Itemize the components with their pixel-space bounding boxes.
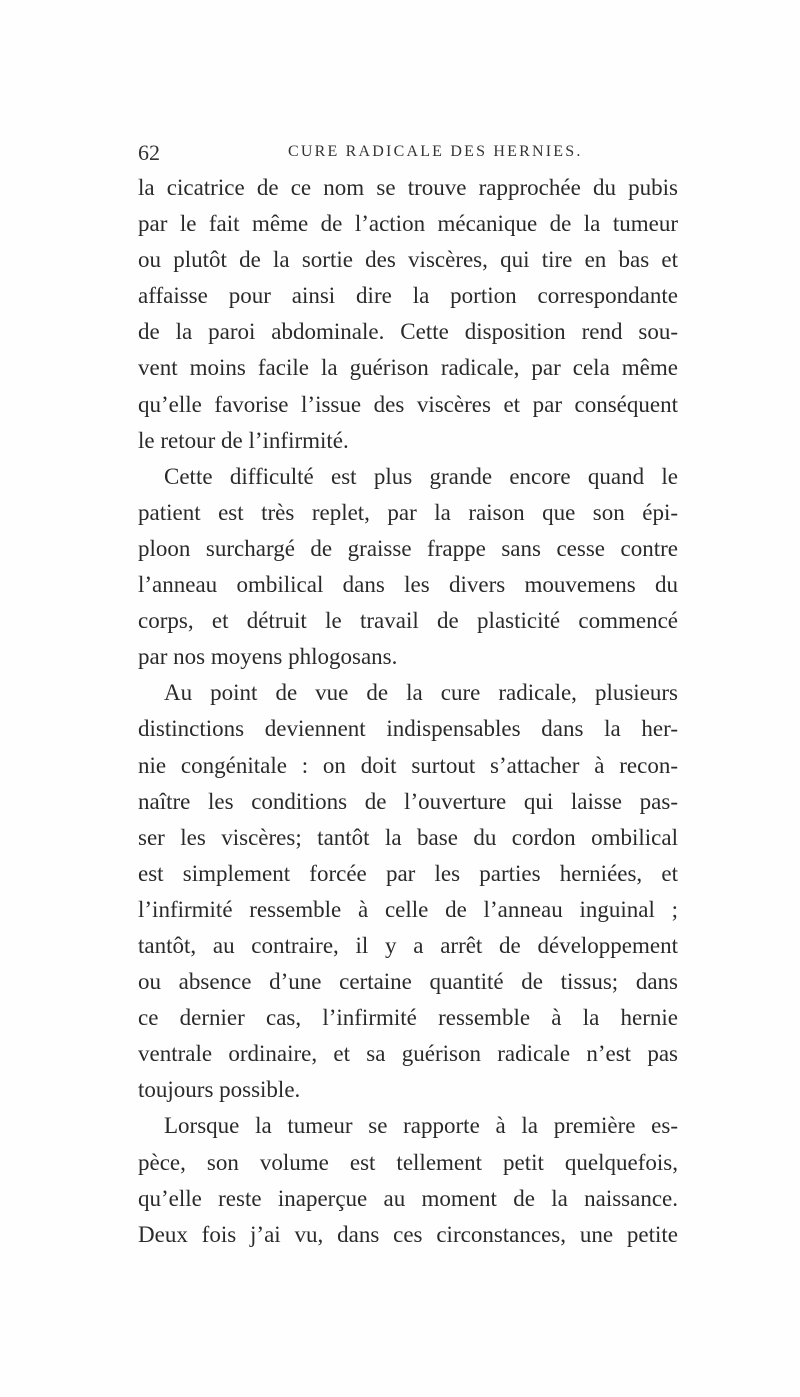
text-line: par nos moyens phlogosans. bbox=[138, 644, 398, 670]
text-line: le retour de l’infirmité. bbox=[138, 427, 349, 453]
text-line: l’infirmité ressemble à celle de l’anneau inguinal ; bbox=[138, 896, 678, 922]
text-line: l’anneau ombilical dans les divers mouvemens du bbox=[138, 572, 678, 598]
text-line: affaisse pour ainsi dire la portion correspondante bbox=[138, 283, 678, 309]
text-line: tantôt, au contraire, il y a arrêt de développement bbox=[138, 932, 678, 958]
text-line: qu’elle reste inaperçue au moment de la naissance. bbox=[138, 1185, 678, 1211]
text-line: vent moins facile la guérison radicale, par cela même bbox=[138, 355, 678, 381]
text-line: ventrale ordinaire, et sa guérison radicale n’est pas bbox=[138, 1041, 678, 1067]
page-header bbox=[138, 140, 678, 170]
text-line: est simplement forcée par les parties herniées, et bbox=[138, 860, 678, 886]
text-line: toujours possible. bbox=[138, 1077, 301, 1103]
text-line: Au point de vue de la cure radicale, plusieurs bbox=[164, 680, 678, 706]
text-line: ploon surchargé de graisse frappe sans cesse contre bbox=[138, 535, 678, 561]
text-line: distinctions deviennent indispensables dans la her- bbox=[138, 716, 678, 742]
page-number: 62 bbox=[138, 140, 160, 165]
text-line: de la paroi abdominale. Cette disposition rend sou- bbox=[138, 319, 678, 345]
body-text bbox=[138, 170, 678, 1253]
text-line: nie congénitale : on doit surtout s’attacher à recon- bbox=[138, 752, 678, 778]
text-line: ou plutôt de la sortie des viscères, qui tire en bas et bbox=[138, 247, 678, 273]
text-line: par le fait même de l’action mécanique de la tumeur bbox=[138, 211, 678, 237]
text-line: pèce, son volume est tellement petit quelquefois, bbox=[138, 1149, 678, 1175]
text-line: ce dernier cas, l’infirmité ressemble à la hernie bbox=[138, 1005, 678, 1031]
text-line: la cicatrice de ce nom se trouve rapprochée du pubis bbox=[138, 175, 678, 200]
text-line: ou absence d’une certaine quantité de tissus; dans bbox=[138, 969, 678, 995]
text-line: patient est très replet, par la raison que son épi- bbox=[138, 499, 678, 525]
text-line: Deux fois j’ai vu, dans ces circonstances, une petite bbox=[138, 1221, 678, 1247]
text-line: qu’elle favorise l’issue des viscères et par conséquent bbox=[138, 391, 678, 417]
text-line: Lorsque la tumeur se rapporte à la première es- bbox=[164, 1113, 678, 1139]
text-line: Cette difficulté est plus grande encore quand le bbox=[164, 463, 678, 489]
text-line: corps, et détruit le travail de plasticité commencé bbox=[138, 608, 678, 634]
running-title: CURE RADICALE DES HERNIES. bbox=[288, 143, 583, 160]
text-line: ser les viscères; tantôt la base du cordon ombilical bbox=[138, 824, 678, 850]
text-line: naître les conditions de l’ouverture qui laisse pas- bbox=[138, 788, 678, 814]
